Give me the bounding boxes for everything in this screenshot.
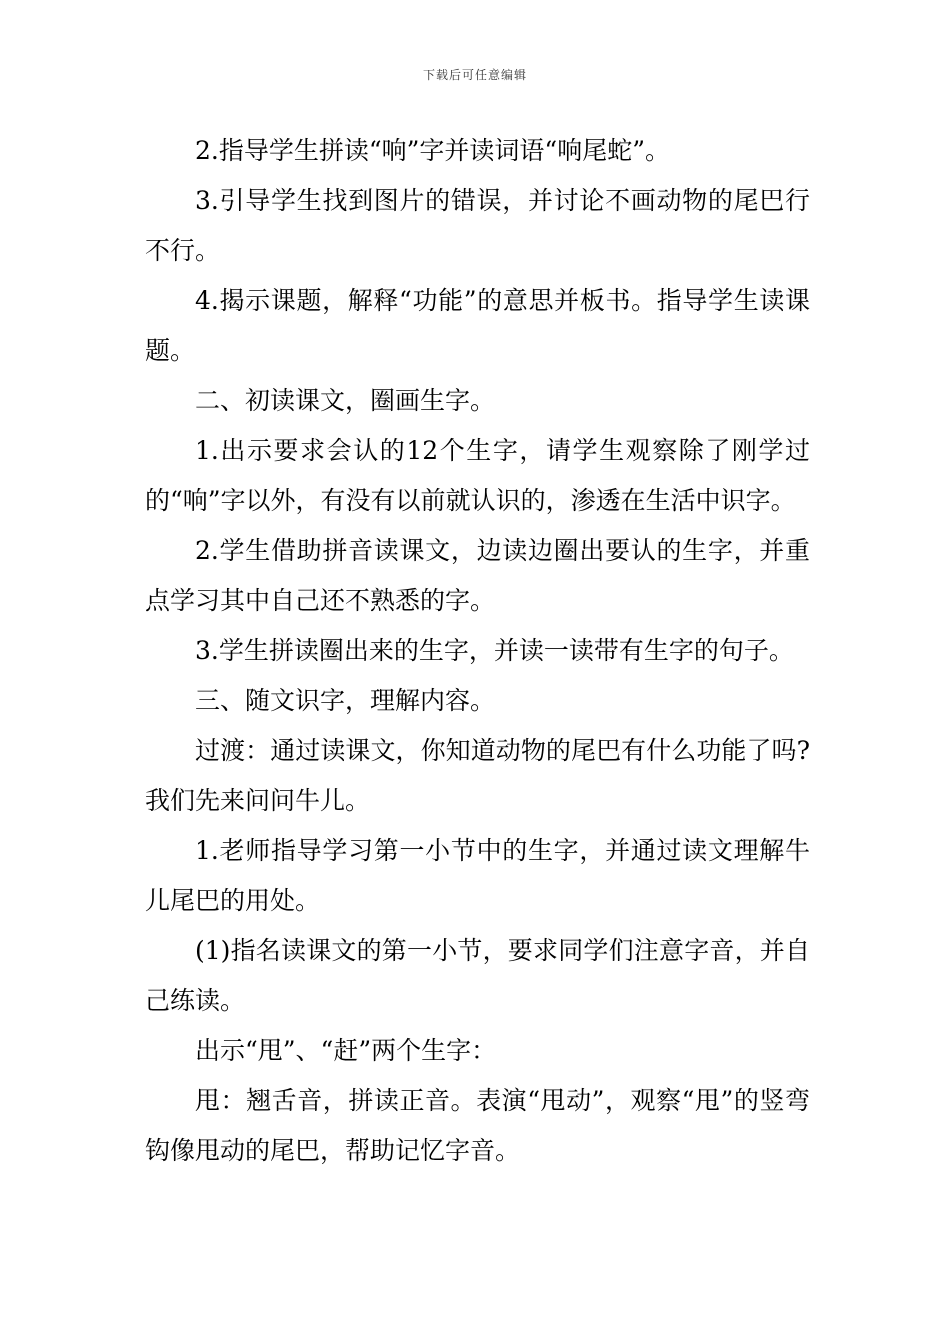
paragraph: 3.学生拼读圈出来的生字，并读一读带有生字的句子。 (195, 636, 794, 665)
paragraph: 1.老师指导学习第一小节中的生字，并通过读文理解牛儿尾巴的用处。 (145, 836, 810, 915)
section-heading: 三、随文识字，理解内容。 (195, 686, 496, 715)
section-heading: 二、初读课文，圈画生字。 (195, 386, 496, 415)
paragraph: 过渡：通过读课文，你知道动物的尾巴有什么功能了吗?我们先来问问牛儿。 (145, 736, 810, 815)
paragraph: 4.揭示课题，解释“功能”的意思并板书。指导学生读课题。 (145, 286, 810, 365)
paragraph: 1.出示要求会认的12个生字，请学生观察除了刚学过的“响”字以外，有没有以前就认识的，渗透在生活中识字。 (145, 436, 810, 515)
paragraph: 2.学生借助拼音读课文，边读边圈出要认的生字，并重点学习其中自己还不熟悉的字。 (145, 536, 810, 615)
paragraph: 出示“甩”、“赶”两个生字： (195, 1036, 497, 1065)
paragraph: 3.引导学生找到图片的错误，并讨论不画动物的尾巴行不行。 (145, 186, 810, 265)
paragraph: 2.指导学生拼读“响”字并读词语“响尾蛇”。 (195, 136, 670, 165)
paragraph: 甩：翘舌音，拼读正音。表演“甩动”，观察“甩”的竖弯钩像甩动的尾巴，帮助记忆字音。 (145, 1086, 810, 1165)
page-header: 下载后可任意编辑 (422, 68, 527, 82)
paragraph: (1)指名读课文的第一小节，要求同学们注意字音，并自己练读。 (145, 936, 810, 1015)
document-body (145, 126, 810, 1176)
